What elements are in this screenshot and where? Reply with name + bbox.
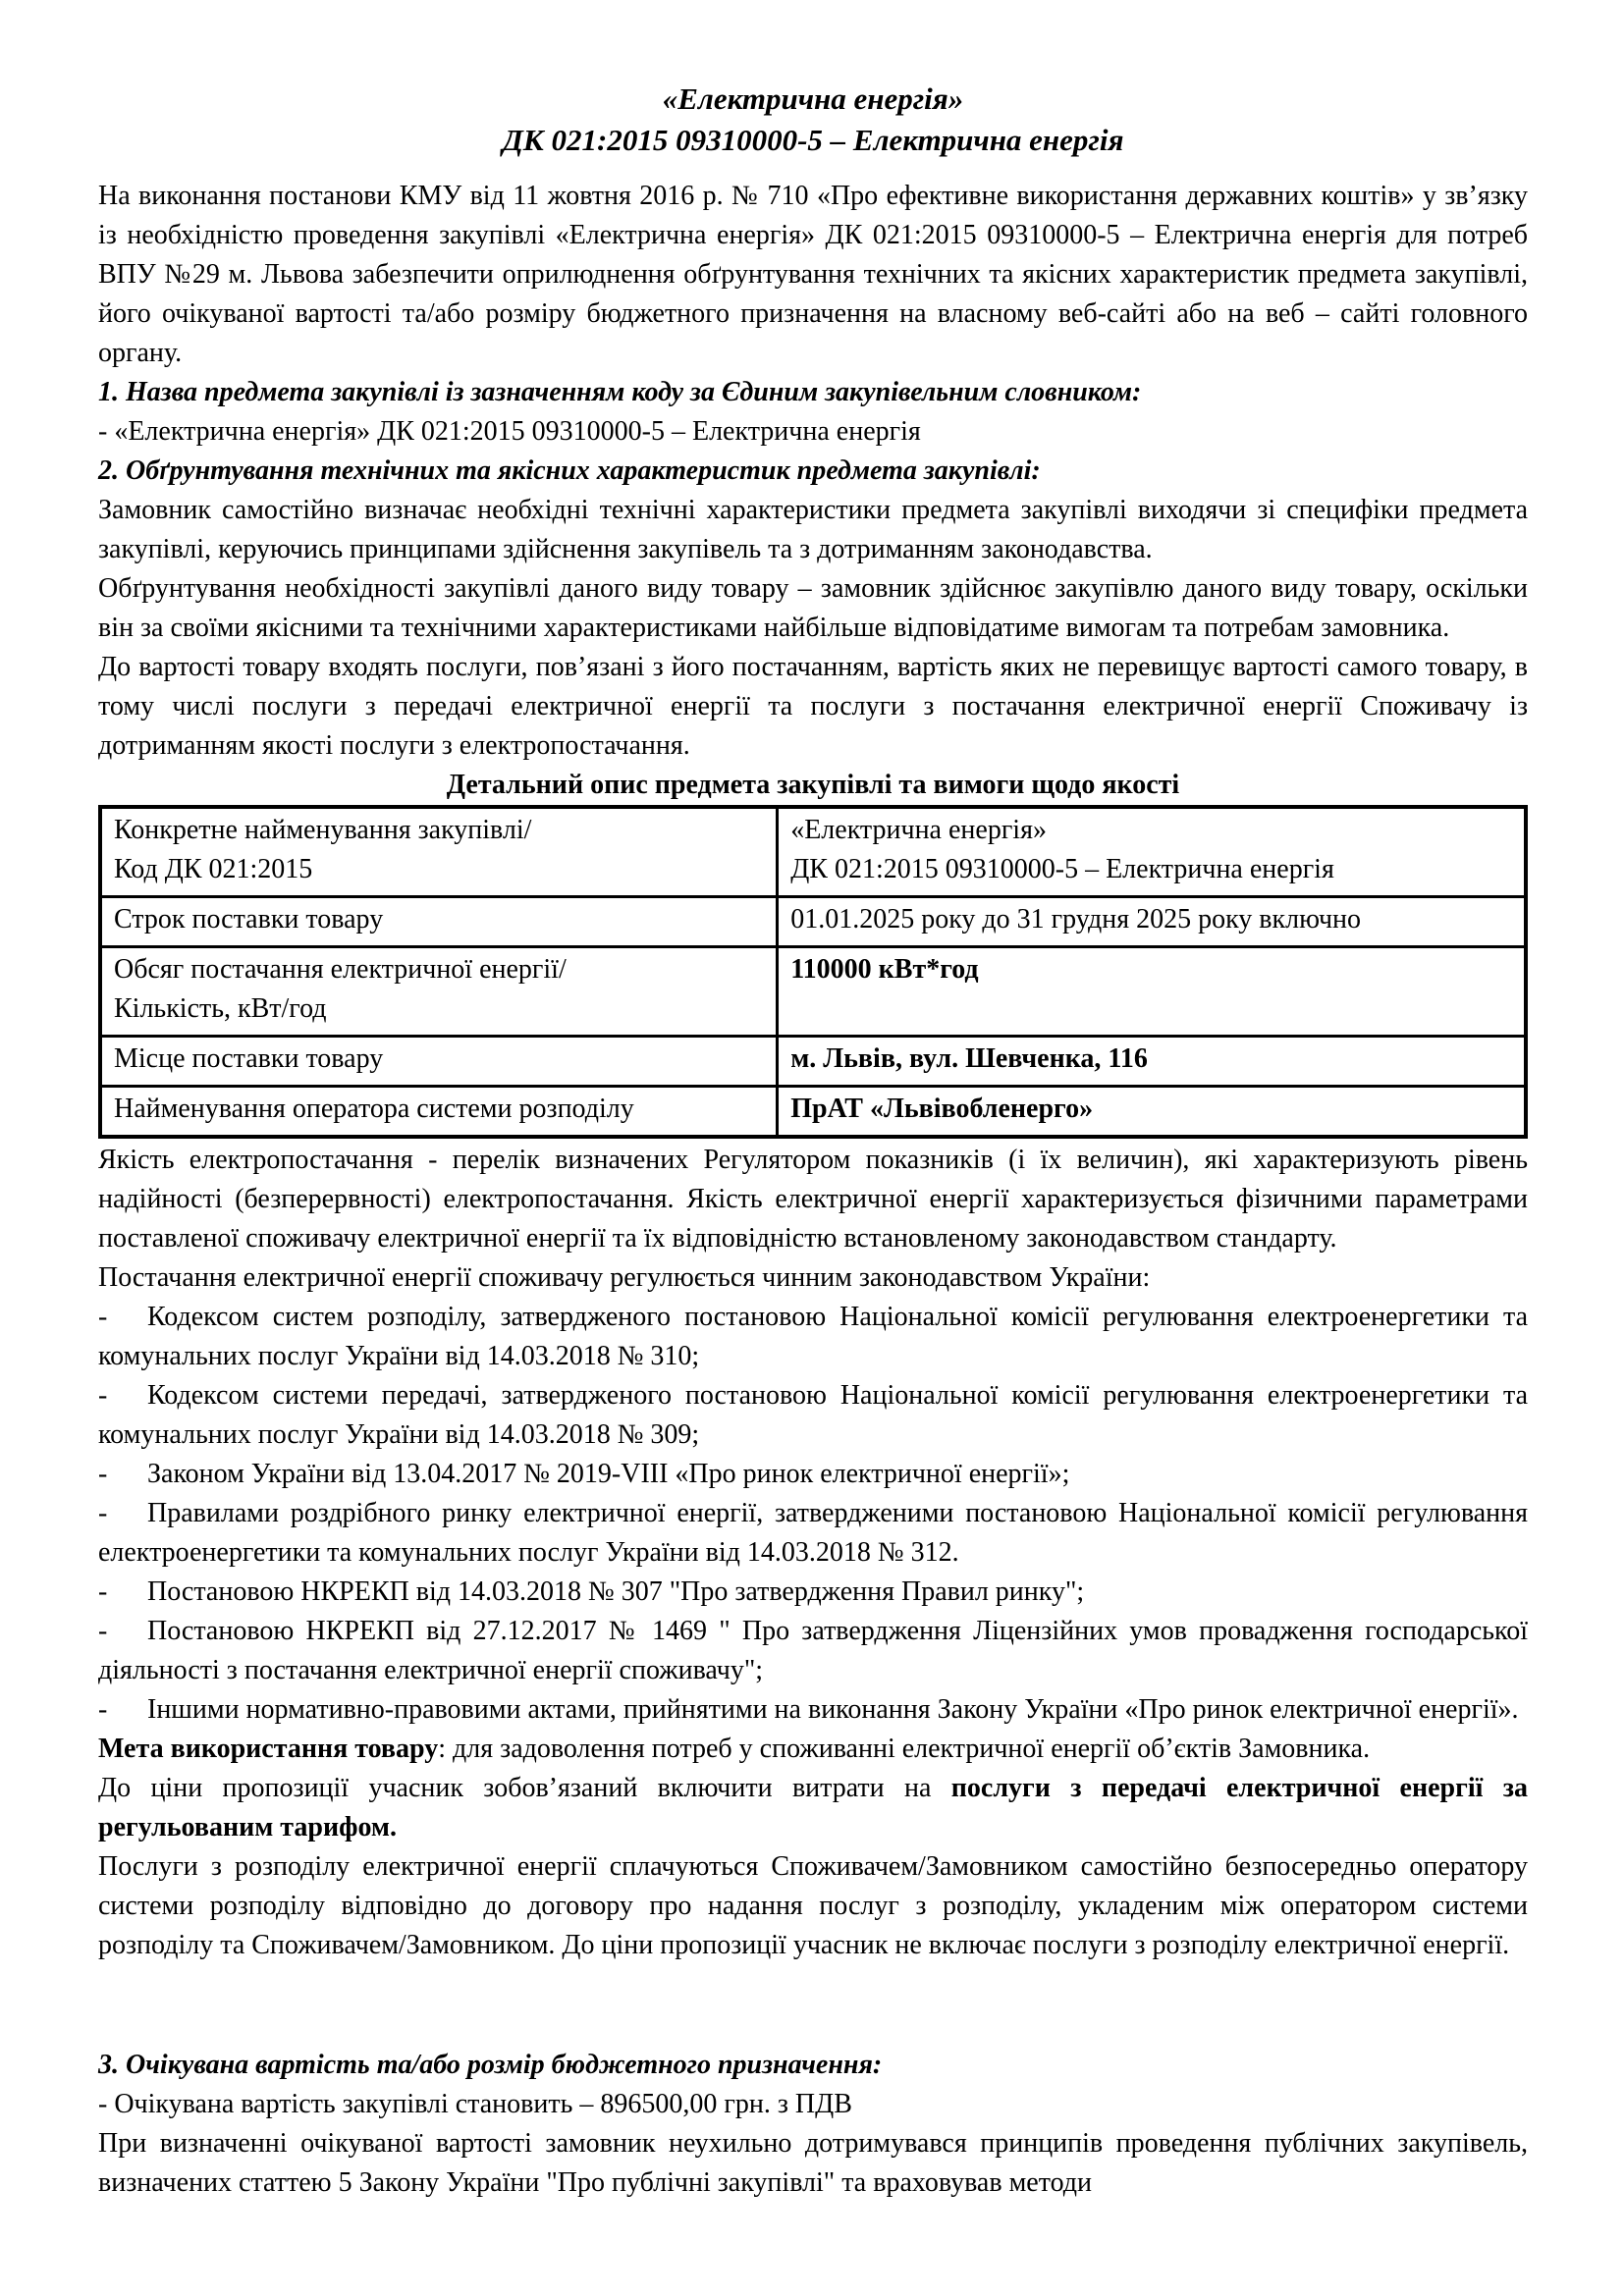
- table-caption: Детальний опис предмета закупівлі та вимоги щодо якості: [446, 770, 1180, 800]
- list-dash: -: [98, 1616, 108, 1646]
- procurement-spec-table: [98, 805, 1528, 1139]
- table-row: [100, 897, 1526, 947]
- intro-paragraph: На виконання постанови КМУ від 11 жовтня 2016 р. № 710 «Про ефективне використання державних коштів» у зв’язку із необхідністю проведення закупівлі «Електрична енергія» ДК 021:2015 09310000-5 – Електрична енергія для потреб ВПУ №29 м. Львова забезпечити оприлюднення обґрунтування технічних та якісних характеристик предмета закупівлі, його очікуваної вартості та/або розміру бюджетного призначення на власному веб-сайті або на веб – сайті головного органу.: [98, 181, 1528, 368]
- legal-list-item: - Кодексом систем розподілу, затвердженого постановою Національної комісії регулювання електроенергетики та комунальних послуг України від 14.03.2018 № 310;: [98, 1298, 1528, 1376]
- section1-heading: 1. Назва предмета закупівлі із зазначенням коду за Єдиним закупівельним словником:: [98, 377, 1142, 407]
- list-dash: -: [98, 1459, 108, 1489]
- document-title-line-1: «Електрична енергія»: [662, 81, 964, 116]
- list-dash: -: [98, 1498, 108, 1528]
- list-dash: -: [98, 1302, 108, 1332]
- table-cell-value: 01.01.2025 року до 31 грудня 2025 року включно: [778, 897, 1526, 947]
- list-dash: -: [98, 1576, 108, 1607]
- list-dash: -: [98, 1694, 108, 1725]
- table-cell-label: Конкретне найменування закупівлі/ Код ДК 021:2015: [100, 807, 778, 897]
- section1-item: - «Електрична енергія» ДК 021:2015 09310000-5 – Електрична енергія: [98, 416, 921, 447]
- section3-heading: 3. Очікувана вартість та/або розмір бюджетного призначення:: [98, 2050, 883, 2080]
- legal-intro-paragraph: Постачання електричної енергії споживачу регулюється чинним законодавством України:: [98, 1262, 1151, 1293]
- list-dash: -: [98, 1380, 108, 1411]
- legal-list-item: - Іншими нормативно-правовими актами, прийнятими на виконання Закону України «Про ринок електричної енергії».: [98, 1690, 1528, 1730]
- table-row: [100, 1037, 1526, 1087]
- table-row: [100, 807, 1526, 897]
- distribution-paragraph: Послуги з розподілу електричної енергії сплачуються Споживачем/Замовником самостійно безпосередньо оператору системи розподілу відповідно до договору про надання послуг з розподілу, укладеним між оператором системи розподілу та Споживачем/Замовником. До ціни пропозиції учасник не включає послуги з розподілу електричної енергії.: [98, 1851, 1528, 1960]
- table-row: [100, 947, 1526, 1037]
- table-cell-value: м. Львів, вул. Шевченка, 116: [778, 1037, 1526, 1087]
- expected-value-item: - Очікувана вартість закупівлі становить – 896500,00 грн. з ПДВ: [98, 2089, 852, 2119]
- table-cell-label: Обсяг постачання електричної енергії/ Кількість, кВт/год: [100, 947, 778, 1037]
- quality-paragraph: Якість електропостачання - перелік визначених Регулятором показників (і їх величин), які характеризують рівень надійності (безперервності) електропостачання. Якість електричної енергії характеризується фізичними параметрами поставленої споживачу електричної енергії та їх відповідністю встановленому законодавством стандарту.: [98, 1145, 1528, 1254]
- section2-paragraph-3: До вартості товару входять послуги, пов’язані з його постачанням, вартість яких не перевищує вартості самого товару, в тому числі послуги з передачі електричної енергії та послуги з постачання електричної енергії Споживачу із дотриманням якості послуги з електропостачання.: [98, 652, 1528, 761]
- legal-list-item: - Постановою НКРЕКП від 27.12.2017 № 1469 " Про затвердження Ліцензійних умов провадження господарської діяльності з постачання електричної енергії споживачу";: [98, 1612, 1528, 1690]
- table-cell-label: Місце поставки товару: [100, 1037, 778, 1087]
- section2-paragraph-1: Замовник самостійно визначає необхідні технічні характеристики предмета закупівлі виходячи зі специфіки предмета закупівлі, керуючись принципами здійснення закупівель та з дотриманням законодавства.: [98, 495, 1528, 564]
- price-inclusion-paragraph: До ціни пропозиції учасник зобов’язаний включити витрати на послуги з передачі електричної енергії за регульованим тарифом.: [98, 1773, 1528, 1842]
- table-cell-label: Найменування оператора системи розподілу: [100, 1087, 778, 1138]
- legal-list-item: - Постановою НКРЕКП від 14.03.2018 № 307 "Про затвердження Правил ринку";: [98, 1573, 1528, 1612]
- table-cell-value: ПрАТ «Львівобленерго»: [778, 1087, 1526, 1138]
- vertical-spacer: [98, 1965, 1528, 2046]
- section2-paragraph-2: Обґрунтування необхідності закупівлі даного виду товару – замовник здійснює закупівлю даного виду товару, оскільки він за своїми якісними та технічними характеристиками найбільше відповідатиме вимогам та потребам замовника.: [98, 573, 1528, 643]
- section2-heading: 2. Обґрунтування технічних та якісних характеристик предмета закупівлі:: [98, 455, 1041, 486]
- legal-list-item: - Кодексом системи передачі, затвердженого постановою Національної комісії регулювання електроенергетики та комунальних послуг України від 14.03.2018 № 309;: [98, 1376, 1528, 1455]
- purpose-paragraph: Мета використання товару: для задоволення потреб у споживанні електричної енергії об’єктів Замовника.: [98, 1734, 1371, 1764]
- price-bold-run: послуги з передачі електричної енергії за регульованим тарифом.: [98, 1773, 1528, 1842]
- document-title-line-2: ДК 021:2015 09310000-5 – Електрична енергія: [502, 123, 1124, 157]
- table-row: [100, 1087, 1526, 1138]
- table-cell-value: «Електрична енергія» ДК 021:2015 09310000-5 – Електрична енергія: [778, 807, 1526, 897]
- table-cell-label: Строк поставки товару: [100, 897, 778, 947]
- document-title: [98, 79, 1528, 161]
- legal-list-item: - Законом України від 13.04.2017 № 2019-VIII «Про ринок електричної енергії»;: [98, 1455, 1528, 1494]
- final-paragraph: При визначенні очікуваної вартості замовник неухильно дотримувався принципів проведення публічних закупівель, визначених статтею 5 Закону України "Про публічні закупівлі" та враховував методи: [98, 2128, 1528, 2198]
- table-cell-value: 110000 кВт*год: [778, 947, 1526, 1037]
- legal-list-item: - Правилами роздрібного ринку електричної енергії, затвердженими постановою Національної комісії регулювання електроенергетики та комунальних послуг України від 14.03.2018 № 312.: [98, 1494, 1528, 1573]
- purpose-label: Мета використання товару: [98, 1734, 439, 1764]
